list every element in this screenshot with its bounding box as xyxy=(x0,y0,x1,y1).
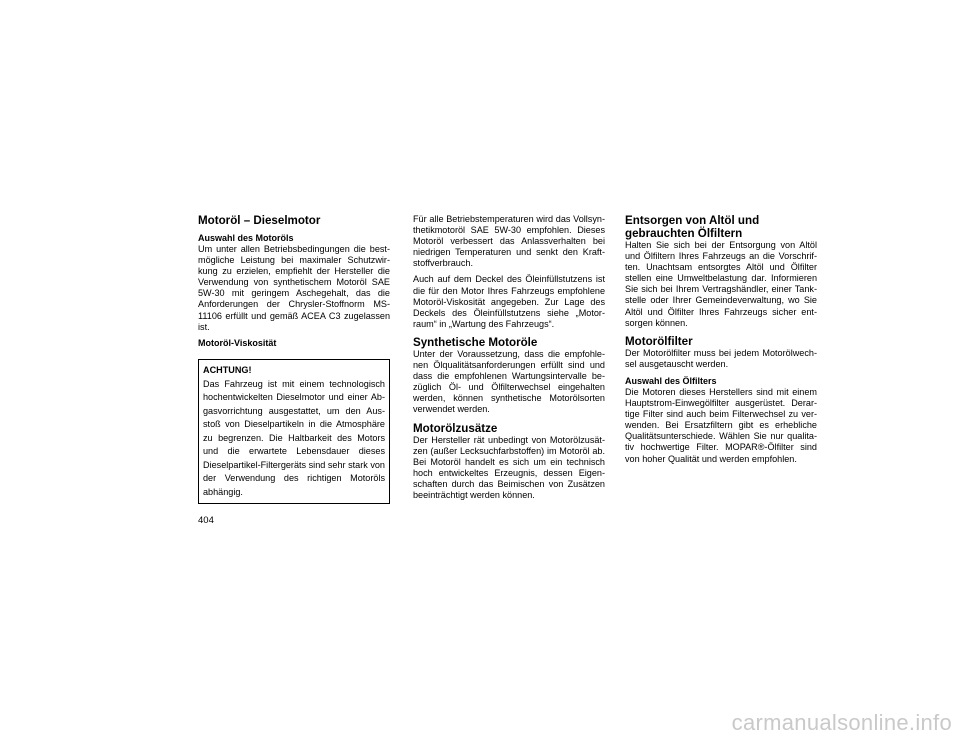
section-heading-diesel-oil: Motoröl – Dieselmotor xyxy=(198,214,321,227)
paragraph-oil-selection: Um unter allen Betriebsbedingungen die bestmögliche Leistung bei maximaler Schutzwirkung zu erzielen, empfiehlt der Hersteller die Verwendung von synthetischem Motoröl SAE 5W-30 mit geringem Aschegehalt, das die Anforderungen der Chrysler-Stoffnorm MS-11106 erfüllt und gemäß ACEA C3 zugelassen ist. xyxy=(198,244,390,332)
page-number: 404 xyxy=(198,515,214,526)
paragraph-disposal: Halten Sie sich bei der Entsorgung von Altöl und Ölfiltern Ihres Fahrzeugs an die Vorschriften. Unachtsam entsorgtes Altöl und Ölfilter stellen eine Umweltbelastung dar. Informieren Sie sich bei Ihrem Vertragshändler, einer Tankstelle oder Ihrer Gemeindeverwaltung, wo Sie Altöl und Ölfilter Ihres Fahrzeugs sicher entsorgen können. xyxy=(625,240,817,328)
column-left xyxy=(198,214,390,504)
warning-box xyxy=(198,359,390,505)
column-right xyxy=(625,214,817,470)
warning-title: ACHTUNG! xyxy=(203,364,252,375)
warning-text: Das Fahrzeug ist mit einem technologisch hochentwickelten Dieselmotor und einer Abgasvorrichtung ausgestattet, um den Ausstoß von Dieselpartikeln in die Atmosphäre zu begrenzen. Die Haltbarkeit des Motors und die erwartete Lebensdauer dieses Dieselpartikel-Filtergeräts sind sehr stark von der Verwendung des richtigen Motoröls abhängig. xyxy=(203,378,385,497)
subheading-oil-selection: Auswahl des Motoröls xyxy=(198,233,294,243)
section-heading-synthetic-oils: Synthetische Motoröle xyxy=(413,335,538,349)
column-middle xyxy=(413,214,605,506)
section-heading-oil-filter: Motorölfilter xyxy=(625,334,693,348)
watermark-text: carmanualsonline.info xyxy=(731,710,952,735)
paragraph-filter-selection: Die Motoren dieses Herstellers sind mit einem Hauptstrom-Einwegölfilter ausgerüstet. Derartige Filter sind auch beim Filterwechsel zu verwenden. Bei Ersatzfiltern gibt es erhebliche Qualitätsunterschiede. Wählen Sie nur qualitativ hochwertige Filter. MOPAR®-Ölfilter sind von hoher Qualität und werden empfohlen. xyxy=(625,386,817,464)
subheading-oil-viscosity: Motoröl-Viskosität xyxy=(198,337,277,348)
paragraph-temperature: Für alle Betriebstemperaturen wird das Vollsynthetikmotoröl SAE 5W-30 empfohlen. Dieses Motoröl verbessert das Anlassverhalten bei niedrigen Temperaturen und senkt den Kraftstoffverbrauch. xyxy=(413,214,605,269)
section-heading-disposal-line1: Entsorgen von Altöl und xyxy=(625,214,760,227)
paragraph-synthetic-oils: Unter der Voraussetzung, dass die empfohlenen Ölqualitätsanforderungen erfüllt sind und dass die empfohlenen Wartungsintervalle bezüglich Öl- und Ölfilterwechsel eingehalten werden, können synthetische Motorölsorten verwendet werden. xyxy=(413,348,605,415)
section-heading-disposal-line2: gebrauchten Ölfiltern xyxy=(625,227,743,240)
paragraph-oil-filter: Der Motorölfilter muss bei jedem Motorölwechsel ausgetauscht werden. xyxy=(625,347,817,369)
paragraph-filler-cap: Auch auf dem Deckel des Öleinfüllstutzens ist die für den Motor Ihres Fahrzeugs empfohlene Motoröl-Viskosität angegeben. Zur Lage des Deckels des Öleinfüllstutzens siehe „Motorraum“ in „Wartung des Fahrzeugs“. xyxy=(413,274,605,329)
subheading-filter-selection: Auswahl des Ölfilters xyxy=(625,375,717,386)
paragraph-oil-additives: Der Hersteller rät unbedingt von Motorölzusätzen (außer Lecksuchfarbstoffen) im Motoröl ab. Bei Motoröl handelt es sich um ein technisch hoch entwickeltes Erzeugnis, dessen Eigenschaften durch das Beimischen von Zusätzen beeinträchtigt werden können. xyxy=(413,434,605,500)
section-heading-oil-additives: Motorölzusätze xyxy=(413,421,498,435)
